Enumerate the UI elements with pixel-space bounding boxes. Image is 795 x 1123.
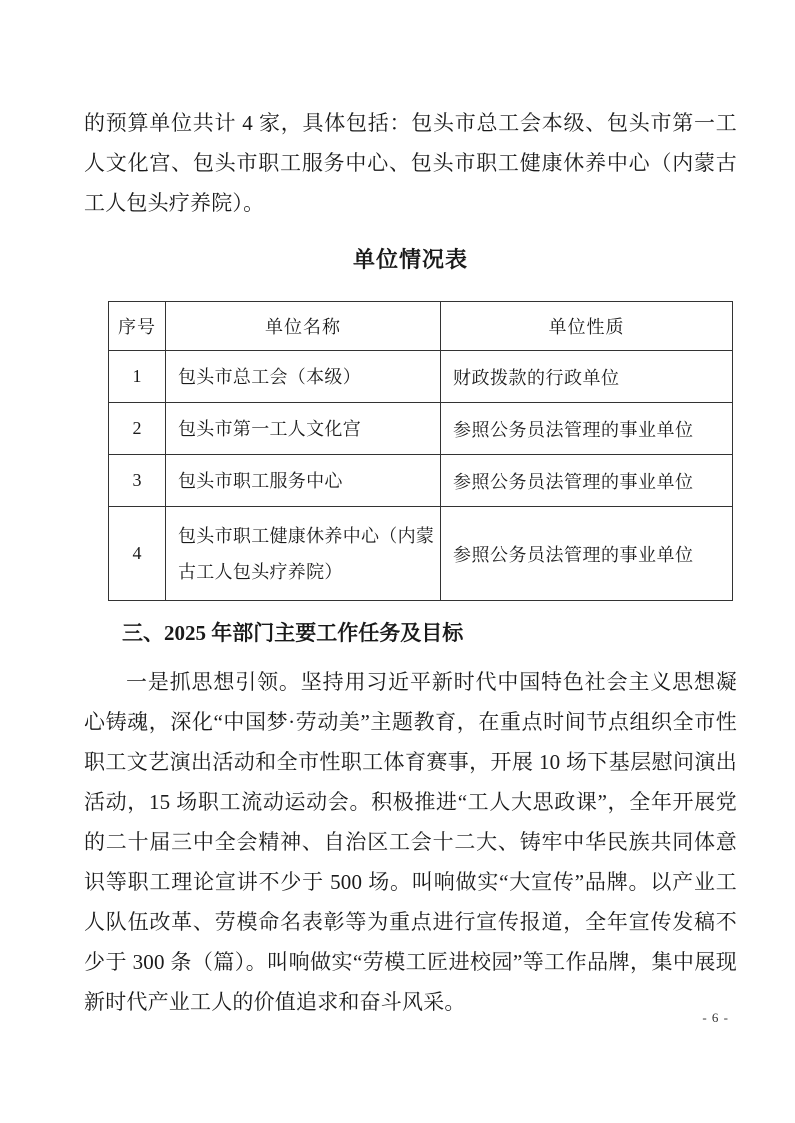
unit-info-table xyxy=(108,301,733,601)
table-row xyxy=(109,507,733,601)
cell-index: 2 xyxy=(109,403,166,455)
page-number: - 6 - xyxy=(702,1010,729,1025)
table-row xyxy=(109,403,733,455)
header-cell-unit-name: 单位名称 xyxy=(166,302,441,351)
cell-unit-name: 包头市总工会（本级） xyxy=(166,351,441,403)
cell-unit-nature: 参照公务员法管理的事业单位 xyxy=(441,507,733,601)
cell-unit-nature: 财政拨款的行政单位 xyxy=(441,351,733,403)
cell-unit-nature: 参照公务员法管理的事业单位 xyxy=(441,455,733,507)
page-content xyxy=(84,0,737,1022)
section-heading-tasks-goals: 三、2025 年部门主要工作任务及目标 xyxy=(122,621,464,645)
table-row xyxy=(109,351,733,403)
paragraph-budget-units: 的预算单位共计 4 家，具体包括：包头市总工会本级、包头市第一工人文化宫、包头市职工服务中心、包头市职工健康休养中心（内蒙古工人包头疗养院）。 xyxy=(84,111,737,215)
cell-unit-nature: 参照公务员法管理的事业单位 xyxy=(441,403,733,455)
table-title: 单位情况表 xyxy=(352,247,468,272)
cell-unit-name: 包头市职工健康休养中心（内蒙古工人包头疗养院） xyxy=(166,507,441,601)
cell-index: 3 xyxy=(109,455,166,507)
table-row xyxy=(109,455,733,507)
table-header-row xyxy=(109,302,733,351)
cell-index: 1 xyxy=(109,351,166,403)
paragraph-ideology-leadership: 一是抓思想引领。坚持用习近平新时代中国特色社会主义思想凝心铸魂，深化“中国梦·劳动美”主题教育，在重点时间节点组织全市性职工文艺演出活动和全市性职工体育赛事，开展 10 场下基层慰问演出活动，15 场职工流动运动会。积极推进“工人大思政课”，全年开展党的二十届三中全会精神、自治区工会十二大、铸牢中华民族共同体意识等职工理论宣讲不少于 500 场。叫响做实“大宣传”品牌。以产业工人队伍改革、劳模命名表彰等为重点进行宣传报道，全年宣传发稿不少于 300 条（篇）。叫响做实“劳模工匠进校园”等工作品牌，集中展现新时代产业工人的价值追求和奋斗风采。 xyxy=(84,670,737,1014)
header-cell-index: 序号 xyxy=(109,302,166,351)
cell-unit-name: 包头市职工服务中心 xyxy=(166,455,441,507)
cell-index: 4 xyxy=(109,507,166,601)
header-cell-unit-nature: 单位性质 xyxy=(441,302,733,351)
cell-unit-name: 包头市第一工人文化宫 xyxy=(166,403,441,455)
